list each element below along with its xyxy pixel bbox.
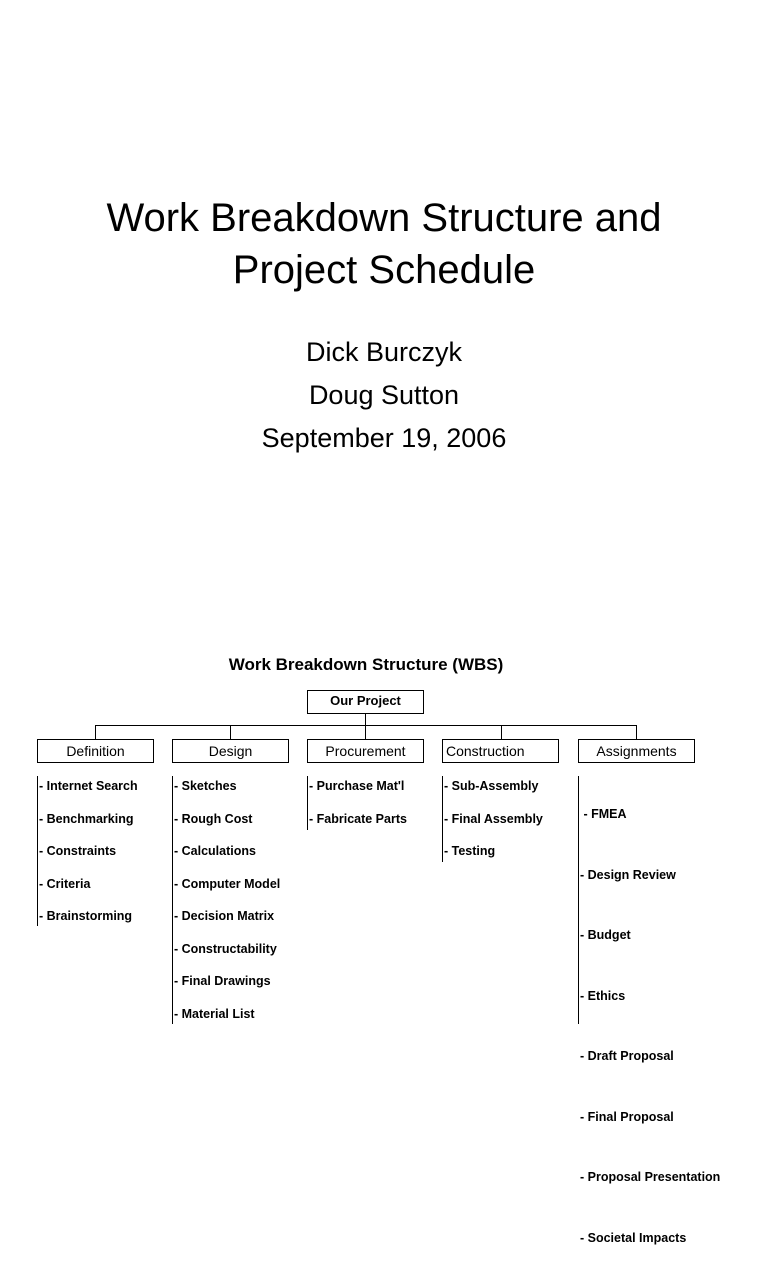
branch-connector-line <box>95 725 96 739</box>
title-line-1: Work Breakdown Structure and <box>106 196 662 240</box>
column-side-line <box>37 776 38 926</box>
list-item: - Material List <box>174 1006 255 1021</box>
column-side-line <box>307 776 308 830</box>
list-item: - Constraints <box>39 844 117 858</box>
list-item: - Sub-Assembly <box>444 779 539 793</box>
wbs-category-procurement: Procurement <box>307 739 424 763</box>
list-item: - Purchase Mat'l <box>309 779 405 793</box>
document-title <box>0 192 768 296</box>
list-item: - Testing <box>444 844 496 858</box>
list-item: - Proposal Presentation <box>580 1170 721 1184</box>
list-item: - FMEA <box>580 807 627 821</box>
list-item: - Benchmarking <box>39 811 134 826</box>
list-item: - Draft Proposal <box>580 1049 674 1063</box>
construction-items <box>444 776 543 874</box>
list-item: - Final Proposal <box>580 1109 674 1124</box>
list-item: - Budget <box>580 928 631 942</box>
presentation-date: September 19, 2006 <box>261 423 507 453</box>
wbs-category-definition: Definition <box>37 739 154 763</box>
list-item: - Final Assembly <box>444 811 543 826</box>
column-side-line <box>442 776 443 862</box>
branch-connector-line <box>230 725 231 739</box>
list-item: - Internet Search <box>39 779 138 793</box>
wbs-category-construction: Construction <box>442 739 559 763</box>
horizontal-connector-line <box>95 725 637 726</box>
branch-connector-line <box>501 725 502 739</box>
branch-connector-line <box>636 725 637 739</box>
list-item: - Computer Model <box>174 876 281 891</box>
definition-items <box>39 776 138 939</box>
branch-connector-line <box>365 725 366 739</box>
column-side-line <box>578 776 579 1024</box>
list-item: - Rough Cost <box>174 811 253 826</box>
list-item: - Brainstorming <box>39 909 133 923</box>
list-item: - Decision Matrix <box>174 909 275 923</box>
list-item: - Calculations <box>174 844 256 858</box>
column-side-line <box>172 776 173 1024</box>
list-item: - Societal Impacts <box>580 1230 687 1245</box>
title-line-2: Project Schedule <box>232 248 536 292</box>
list-item: - Ethics <box>580 988 626 1003</box>
list-item: - Fabricate Parts <box>309 811 407 826</box>
wbs-category-design: Design <box>172 739 289 763</box>
assignments-items <box>580 776 720 1274</box>
author-name: Dick Burczyk <box>305 337 462 367</box>
design-items <box>174 776 280 1036</box>
procurement-items <box>309 776 407 841</box>
list-item: - Sketches <box>174 779 237 793</box>
wbs-root-node: Our Project <box>307 690 424 714</box>
list-item: - Criteria <box>39 876 91 891</box>
list-item: - Final Drawings <box>174 974 271 988</box>
wbs-category-assignments: Assignments <box>578 739 695 763</box>
list-item: - Design Review <box>580 867 676 882</box>
author-block <box>0 331 768 460</box>
wbs-heading: Work Breakdown Structure (WBS) <box>228 655 504 674</box>
author-name: Doug Sutton <box>308 380 460 410</box>
list-item: - Constructability <box>174 941 277 956</box>
